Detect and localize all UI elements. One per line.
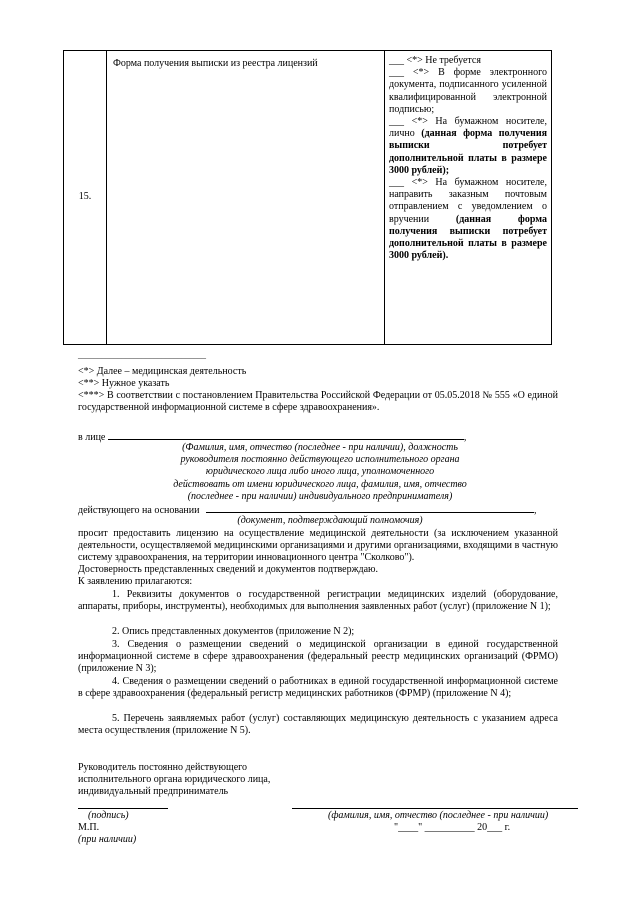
basis-caption: (документ, подтверждающий полномочия)	[237, 515, 423, 526]
attachment-2: 2. Опись представленных документов (приложение N 2);	[112, 626, 355, 637]
footnote-2: <**> Нужное указать	[78, 378, 170, 389]
signature-field[interactable]	[78, 808, 168, 809]
option-not-required[interactable]: ___ <*> Не требуется	[389, 55, 481, 66]
basis-field[interactable]	[206, 503, 534, 513]
attachments-title: К заявлению прилагаются:	[78, 576, 193, 587]
footnote-3: <***> В соответствии с постановлением Правительства Российской Федерации от 05.05.2018 № 555 «О единой государственной информационной системе в сфере здравоохранения».	[78, 390, 558, 414]
stamp-note: (при наличии)	[78, 834, 137, 845]
stamp-label: М.П.	[78, 822, 100, 833]
license-form-table	[63, 50, 552, 345]
person-field[interactable]	[108, 430, 464, 440]
option-paper-in-person[interactable]: ___ <*> На бумажном носителе, лично (данная форма получения выписки потребует дополнительной платы в размере 3000 рублей);	[389, 116, 548, 176]
option-paper-by-mail[interactable]: ___ <*> На бумажном носителе, направить заказным почтовым отправлением с уведомлением о вручении (данная форма получения выписки потребует дополнительной платы в размере 3000 рублей).	[389, 177, 547, 262]
footnote-separator: ________________________________	[78, 351, 206, 360]
person-caption: (Фамилия, имя, отчество (последнее - при наличии), должность руководителя постоянно действующего исполнительного органа юридического лица либо иного лица, уполномоченного действовать от имени юридического лица, фамилия, имя, отчество (последнее - при наличии) индивидуального предпринимателя)	[173, 442, 467, 502]
signature-caption: (подпись)	[88, 810, 129, 821]
person-prefix: в лице	[78, 432, 106, 443]
attachment-1: 1. Реквизиты документов о государственной регистрации медицинских изделий (оборудование, аппараты, приборы, инструменты), необходимых для выполнения заявленных работ (услуг) (приложение N 1);	[78, 589, 558, 613]
row-label-cell	[107, 51, 385, 345]
basis-prefix: действующего на основании	[78, 505, 200, 516]
signature-head: Руководитель постоянно действующего исполнительного органа юридического лица, индивидуальный предприниматель	[78, 762, 271, 798]
date-field[interactable]: "____" __________ 20___ г.	[394, 822, 511, 833]
row-number: 15.	[64, 51, 107, 345]
option-paper-in-person-note: (данная форма получения выписки потребует дополнительной платы в размере 3000 рублей);	[389, 128, 548, 176]
name-field[interactable]	[292, 808, 578, 809]
row-options-cell	[385, 51, 552, 345]
confirm-text: Достоверность представленных сведений и документов подтверждаю.	[78, 564, 378, 575]
attachment-5: 5. Перечень заявляемых работ (услуг) составляющих медицинскую деятельность с указанием адреса места осуществления (приложение N 5).	[78, 713, 558, 737]
request-text: просит предоставить лицензию на осуществление медицинской деятельности (за исключением указанной деятельности, осуществляемой медицинскими организациями и другими организациями, входящими в частную систему здравоохранения, на территории инновационного центра "Сколково").	[78, 528, 558, 564]
attachment-4: 4. Сведения о размещении сведений о работниках в единой государственной информационной системе в сфере здравоохранения (федеральный регистр медицинских работников (ФРМР) (приложение N 4);	[78, 676, 558, 700]
option-paper-by-mail-note: (данная форма получения выписки потребует дополнительной платы в размере 3000 рублей).	[389, 213, 547, 262]
name-caption: (фамилия, имя, отчество (последнее - при наличии)	[328, 810, 549, 821]
footnote-1: <*> Далее – медицинская деятельность	[78, 366, 247, 377]
attachment-3: 3. Сведения о размещении сведений о медицинской организации в единой государственной информационной системе в сфере здравоохранения (федеральный реестр медицинских организаций (ФРМО) (приложение N 3);	[78, 639, 558, 675]
row-label: Форма получения выписки из реестра лицензий	[113, 58, 318, 69]
person-line: в лице ,	[78, 432, 467, 443]
basis-line: действующего на основании ,	[78, 505, 537, 516]
option-electronic[interactable]: ___ <*> В форме электронного документа, подписанного усиленной квалифицированной электронной подписью;	[389, 67, 547, 115]
